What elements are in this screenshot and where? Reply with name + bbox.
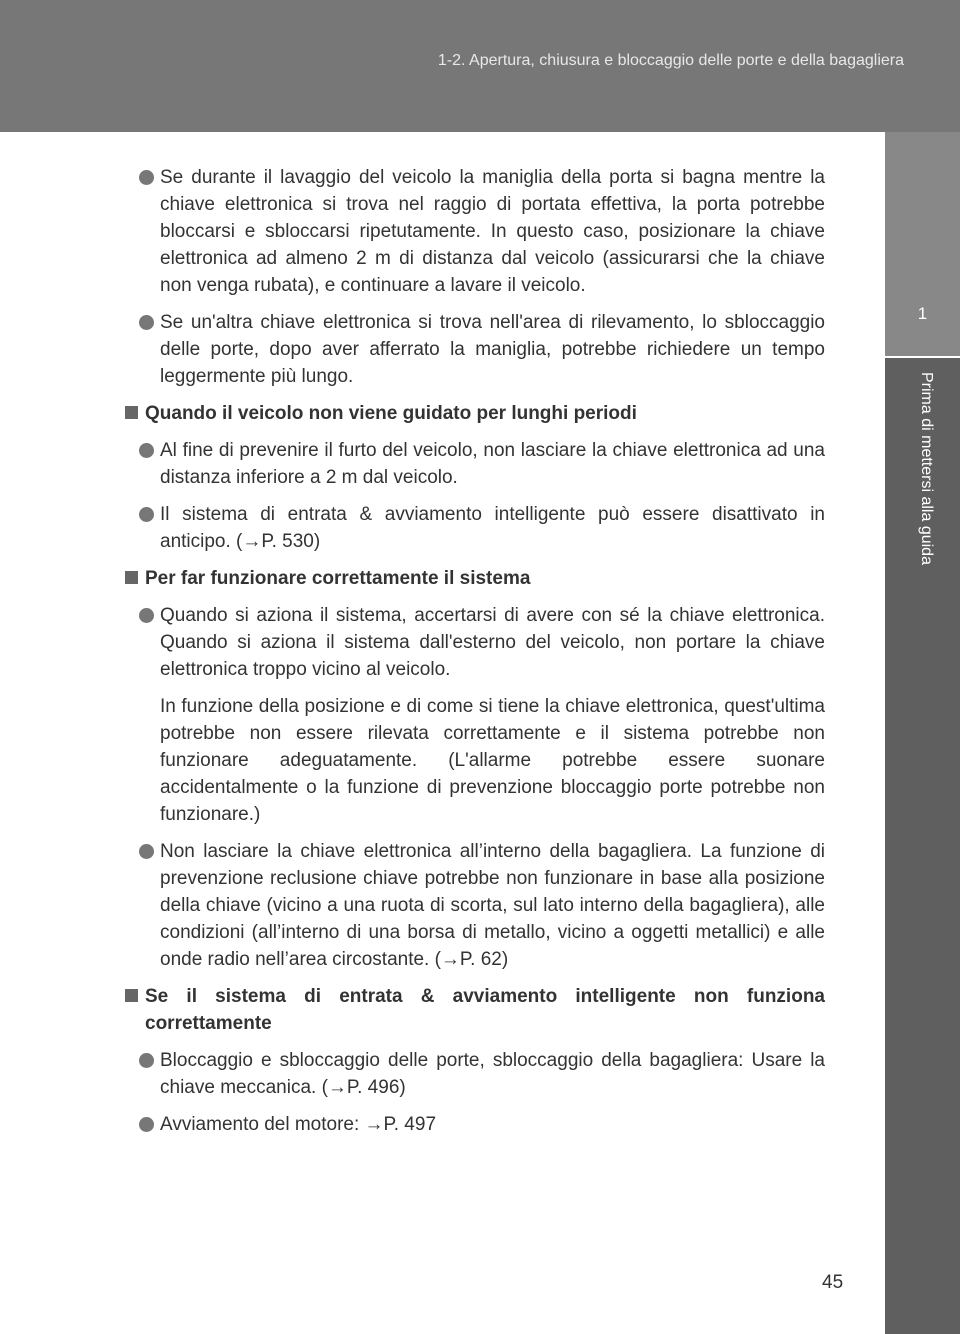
page-number: 45 <box>822 1272 844 1293</box>
section-heading-text: Se il sistema di entrata & avviamento intelligente non funziona correttamente <box>145 986 825 1034</box>
square-bullet-icon <box>125 571 138 584</box>
chapter-number: 1 <box>917 304 928 323</box>
item-text: In funzione della posizione e di come si tiene la chiave elettronica, quest'ultima potrebbe non essere rilevata correttamente e il sistema potrebbe non funzionare adeguatamente. (L'allarme potrebbe essere suonare accidentalmente o la funzione di prevenzione bloccaggio porte potrebbe non funzionare.) <box>160 696 825 825</box>
list-item <box>125 838 825 973</box>
section-heading <box>125 565 825 592</box>
item-text: Non lasciare la chiave elettronica all’interno della bagagliera. La funzione di prevenzione reclusione chiave potrebbe non funzionare in base alla posizione della chiave (vicino a una ruota di scorta, sul lato interno della bagagliera), alle condizioni (all’interno di una borsa di metallo, vicino a oggetti metallici) e alle onde radio nell’area circostante. (→P. 62) <box>160 841 825 970</box>
item-text: Quando si aziona il sistema, accertarsi di avere con sé la chiave elettronica. Quando si aziona il sistema dall'esterno del veicolo, non portare la chiave elettronica troppo vicino al veicolo. <box>160 605 825 680</box>
list-item <box>125 309 825 390</box>
item-text: Al fine di prevenire il furto del veicolo, non lasciare la chiave elettronica ad una distanza inferiore a 2 m dal veicolo. <box>160 440 825 488</box>
bullet-icon <box>139 315 154 330</box>
item-text: Se durante il lavaggio del veicolo la maniglia della porta si bagna mentre la chiave elettronica si trova nel raggio di portata effettiva, la porta potrebbe bloccarsi e sbloccarsi ripetutamente. In questo caso, posizionare la chiave elettronica ad almeno 2 m di distanza dal veicolo (assicurarsi che la chiave non venga rubata), e continuare a lavare il veicolo. <box>160 167 825 296</box>
list-item <box>125 164 825 299</box>
section-heading-text: Quando il veicolo non viene guidato per lunghi periodi <box>145 403 637 424</box>
list-item <box>125 602 825 828</box>
list-item <box>125 1047 825 1101</box>
bullet-icon <box>139 608 154 623</box>
item-text: Il sistema di entrata & avviamento intelligente può essere disattivato in anticipo. (→P. 530) <box>160 504 825 552</box>
bullet-icon <box>139 443 154 458</box>
bullet-icon <box>139 507 154 522</box>
page-header <box>0 0 960 132</box>
bullet-icon <box>139 844 154 859</box>
item-text: Avviamento del motore: →P. 497 <box>160 1114 437 1135</box>
list-item <box>125 1111 825 1138</box>
square-bullet-icon <box>125 406 138 419</box>
list-item <box>125 501 825 555</box>
chapter-tab <box>885 132 960 356</box>
item-text: Se un'altra chiave elettronica si trova nell'area di rilevamento, lo sbloccaggio delle porte, dopo aver afferrato la maniglia, potrebbe richiedere un tempo leggermente più lungo. <box>160 312 825 387</box>
chapter-label-tab <box>885 358 960 1334</box>
section-heading-text: Per far funzionare correttamente il sistema <box>145 568 531 589</box>
section-heading <box>125 400 825 427</box>
item-text: Bloccaggio e sbloccaggio delle porte, sbloccaggio della bagagliera: Usare la chiave meccanica. (→P. 496) <box>160 1050 825 1098</box>
chapter-label: Prima di mettersi alla guida <box>918 372 935 565</box>
header-title: 1-2. Apertura, chiusura e bloccaggio delle porte e della bagagliera <box>437 52 904 69</box>
bullet-icon <box>139 1117 154 1132</box>
square-bullet-icon <box>125 989 138 1002</box>
section-heading <box>125 983 825 1037</box>
list-item <box>125 437 825 491</box>
bullet-icon <box>139 1053 154 1068</box>
page-content <box>125 164 825 1148</box>
bullet-icon <box>139 170 154 185</box>
